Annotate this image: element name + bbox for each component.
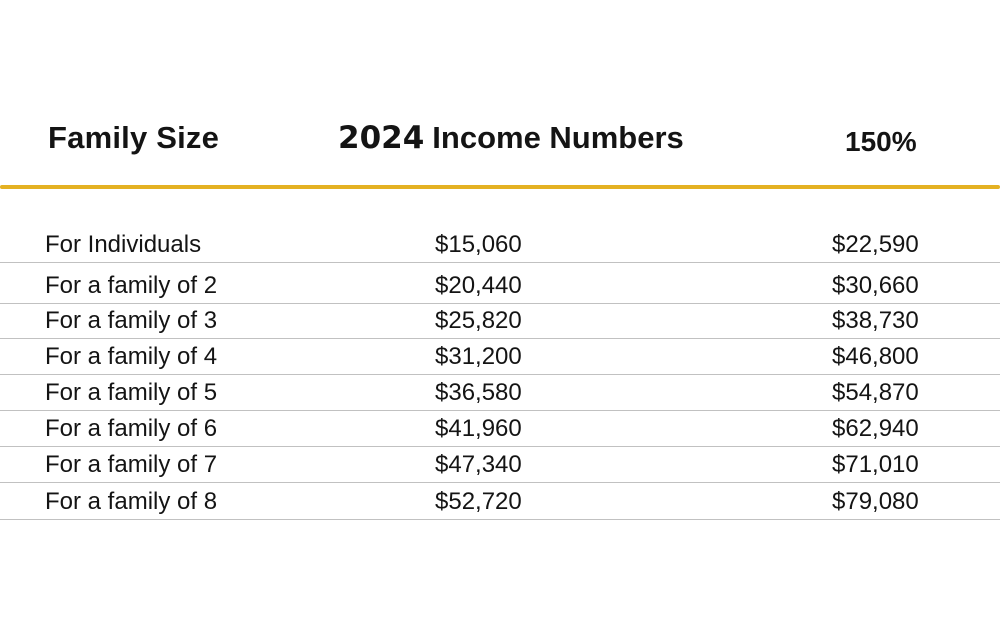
table-row xyxy=(0,339,1000,375)
pct150-cell: $71,010 xyxy=(832,451,919,478)
table-row xyxy=(0,375,1000,411)
income-header-text: Income Numbers xyxy=(432,120,684,155)
table-row xyxy=(0,411,1000,447)
pct150-header: 150% xyxy=(845,126,917,157)
income-table-body xyxy=(0,227,1000,520)
pct150-cell: $46,800 xyxy=(832,343,919,370)
income-cell: $47,340 xyxy=(435,451,522,478)
income-numbers-header xyxy=(338,120,684,156)
pct150-cell: $30,660 xyxy=(832,272,919,299)
income-cell: $52,720 xyxy=(435,488,522,515)
pct150-cell: $62,940 xyxy=(832,415,919,442)
pct150-cell: $79,080 xyxy=(832,488,919,515)
gold-divider-rule xyxy=(0,185,1000,189)
family-size-cell: For a family of 4 xyxy=(45,343,218,370)
table-row xyxy=(0,483,1000,520)
family-size-header: Family Size xyxy=(48,120,220,155)
income-cell: $36,580 xyxy=(435,379,522,406)
family-size-cell: For a family of 5 xyxy=(45,379,218,406)
family-size-cell: For a family of 6 xyxy=(45,415,218,442)
family-size-cell: For Individuals xyxy=(45,231,202,258)
table-row xyxy=(0,447,1000,483)
table-row xyxy=(0,227,1000,263)
income-cell: $15,060 xyxy=(435,231,522,258)
pct150-cell: $38,730 xyxy=(832,307,919,334)
table-row xyxy=(0,263,1000,304)
pct150-cell: $54,870 xyxy=(832,379,919,406)
family-size-cell: For a family of 8 xyxy=(45,488,218,515)
pct150-cell: $22,590 xyxy=(832,231,919,258)
income-cell: $41,960 xyxy=(435,415,522,442)
income-cell: $20,440 xyxy=(435,272,522,299)
income-header-year: 2024 xyxy=(338,120,425,156)
family-size-cell: For a family of 7 xyxy=(45,451,218,478)
family-size-cell: For a family of 3 xyxy=(45,307,218,334)
income-cell: $31,200 xyxy=(435,343,522,370)
table-row xyxy=(0,304,1000,339)
income-cell: $25,820 xyxy=(435,307,522,334)
family-size-cell: For a family of 2 xyxy=(45,272,218,299)
